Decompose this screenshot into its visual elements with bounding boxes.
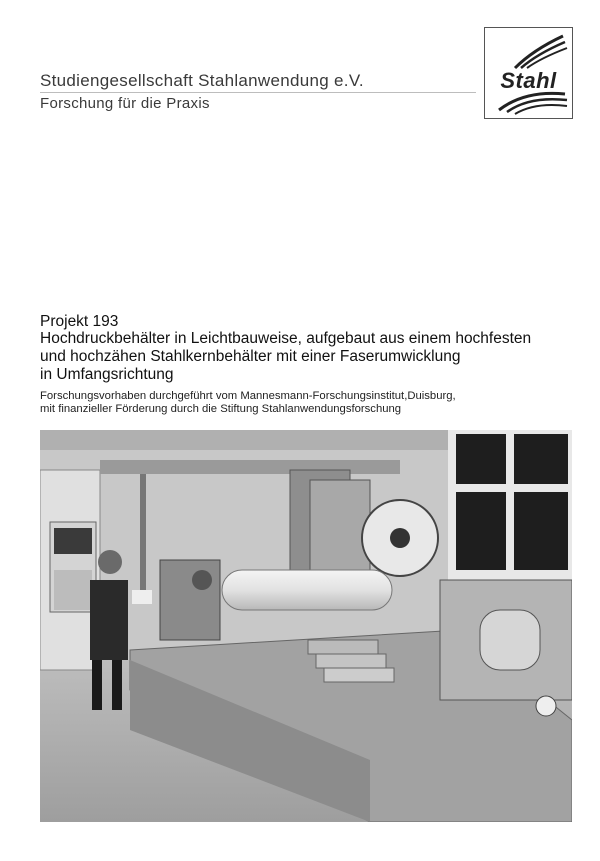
header-divider bbox=[40, 92, 476, 93]
project-subtitle-line: Forschungsvorhaben durchgeführt vom Mannesmann-Forschungsinstitut,Duisburg, bbox=[40, 390, 456, 402]
stahl-logo-text: Stahl bbox=[500, 68, 557, 93]
project-title-line: und hochzähen Stahlkernbehälter mit einer Faserumwicklung bbox=[40, 348, 461, 365]
project-subtitle bbox=[40, 390, 580, 416]
project-title-line: Hochdruckbehälter in Leichtbauweise, aufgebaut aus einem hochfesten bbox=[40, 330, 532, 347]
stahl-logo bbox=[484, 27, 573, 119]
filament-winding-machine-photo bbox=[40, 430, 572, 822]
project-number: Projekt 193 bbox=[40, 313, 119, 330]
machine-photo bbox=[40, 430, 572, 822]
project-title-line: in Umfangsrichtung bbox=[40, 366, 174, 383]
project-subtitle-line: mit finanzieller Förderung durch die Stiftung Stahlanwendungsforschung bbox=[40, 403, 402, 415]
header-tagline: Forschung für die Praxis bbox=[40, 95, 210, 112]
header-organization: Studiengesellschaft Stahlanwendung e.V. bbox=[40, 71, 364, 90]
project-title bbox=[40, 330, 580, 384]
